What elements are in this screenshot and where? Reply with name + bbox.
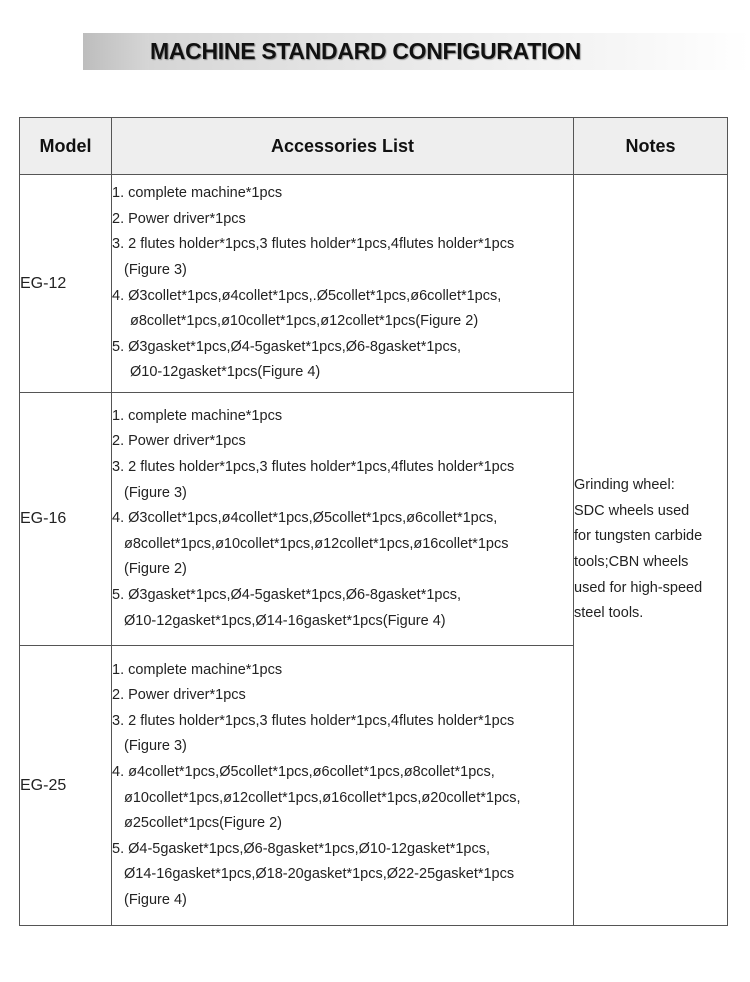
accessory-line: ø8collet*1pcs,ø10collet*1pcs,ø12collet*1pcs(Figure 2)	[130, 313, 479, 330]
table-header-row	[20, 118, 728, 175]
accessories-cell	[112, 646, 574, 926]
notes-line: Grinding wheel:	[574, 477, 675, 494]
accessory-line: 3. 2 flutes holder*1pcs,3 flutes holder*1pcs,4flutes holder*1pcs	[112, 236, 515, 253]
accessories-list	[112, 181, 573, 386]
header-accessories-list: Accessories List	[112, 118, 574, 175]
model-cell: EG-25	[20, 646, 112, 926]
accessory-line: 4. Ø3collet*1pcs,ø4collet*1pcs,Ø5collet*1pcs,ø6collet*1pcs,	[112, 510, 498, 527]
header-model: Model	[20, 118, 112, 175]
accessory-line: 1. complete machine*1pcs	[112, 407, 283, 424]
accessory-line: 3. 2 flutes holder*1pcs,3 flutes holder*1pcs,4flutes holder*1pcs	[112, 712, 515, 729]
accessory-line: 1. complete machine*1pcs	[112, 661, 283, 678]
accessory-line: Ø10-12gasket*1pcs,Ø14-16gasket*1pcs(Figure 4)	[124, 612, 446, 629]
accessory-line: (Figure 4)	[124, 891, 187, 908]
accessory-line: (Figure 3)	[124, 484, 187, 501]
accessory-line: 1. complete machine*1pcs	[112, 185, 283, 202]
accessory-line: 5. Ø3gasket*1pcs,Ø4-5gasket*1pcs,Ø6-8gasket*1pcs,	[112, 338, 461, 355]
accessory-line: (Figure 3)	[124, 738, 187, 755]
accessory-line: 5. Ø4-5gasket*1pcs,Ø6-8gasket*1pcs,Ø10-12gasket*1pcs,	[112, 840, 491, 857]
page-title: MACHINE STANDARD CONFIGURATION	[150, 38, 581, 64]
accessory-line: 5. Ø3gasket*1pcs,Ø4-5gasket*1pcs,Ø6-8gasket*1pcs,	[112, 586, 461, 603]
accessory-line: (Figure 2)	[124, 561, 187, 578]
accessory-line: 4. ø4collet*1pcs,Ø5collet*1pcs,ø6collet*1pcs,ø8collet*1pcs,	[112, 763, 495, 780]
notes-line: SDC wheels used	[574, 502, 690, 519]
accessory-line: ø10collet*1pcs,ø12collet*1pcs,ø16collet*1pcs,ø20collet*1pcs,	[124, 789, 521, 806]
model-cell: EG-16	[20, 393, 112, 646]
accessory-line: Ø10-12gasket*1pcs(Figure 4)	[130, 364, 321, 381]
accessory-line: (Figure 3)	[124, 261, 187, 278]
accessory-line: Ø14-16gasket*1pcs,Ø18-20gasket*1pcs,Ø22-25gasket*1pcs	[124, 866, 515, 883]
model-cell: EG-12	[20, 175, 112, 393]
accessories-cell	[112, 175, 574, 393]
accessories-list	[112, 404, 573, 634]
accessory-line: 4. Ø3collet*1pcs,ø4collet*1pcs,.Ø5collet*1pcs,ø6collet*1pcs,	[112, 287, 502, 304]
notes-line: for tungsten carbide	[574, 528, 703, 545]
accessories-cell	[112, 393, 574, 646]
notes-line: steel tools.	[574, 605, 644, 622]
banner-accent	[83, 33, 149, 70]
notes-line: used for high-speed	[574, 579, 703, 596]
accessory-line: ø8collet*1pcs,ø10collet*1pcs,ø12collet*1pcs,ø16collet*1pcs	[124, 535, 509, 552]
table-row	[20, 175, 728, 393]
accessory-line: 2. Power driver*1pcs	[112, 210, 246, 227]
notes-cell	[574, 175, 728, 926]
accessory-line: 2. Power driver*1pcs	[112, 433, 246, 450]
accessory-line: 2. Power driver*1pcs	[112, 687, 246, 704]
configuration-table	[19, 117, 728, 926]
accessories-list	[112, 658, 573, 914]
accessory-line: ø25collet*1pcs(Figure 2)	[124, 815, 282, 832]
notes-line: tools;CBN wheels	[574, 554, 689, 570]
header-notes: Notes	[574, 118, 728, 175]
accessory-line: 3. 2 flutes holder*1pcs,3 flutes holder*1pcs,4flutes holder*1pcs	[112, 459, 515, 476]
